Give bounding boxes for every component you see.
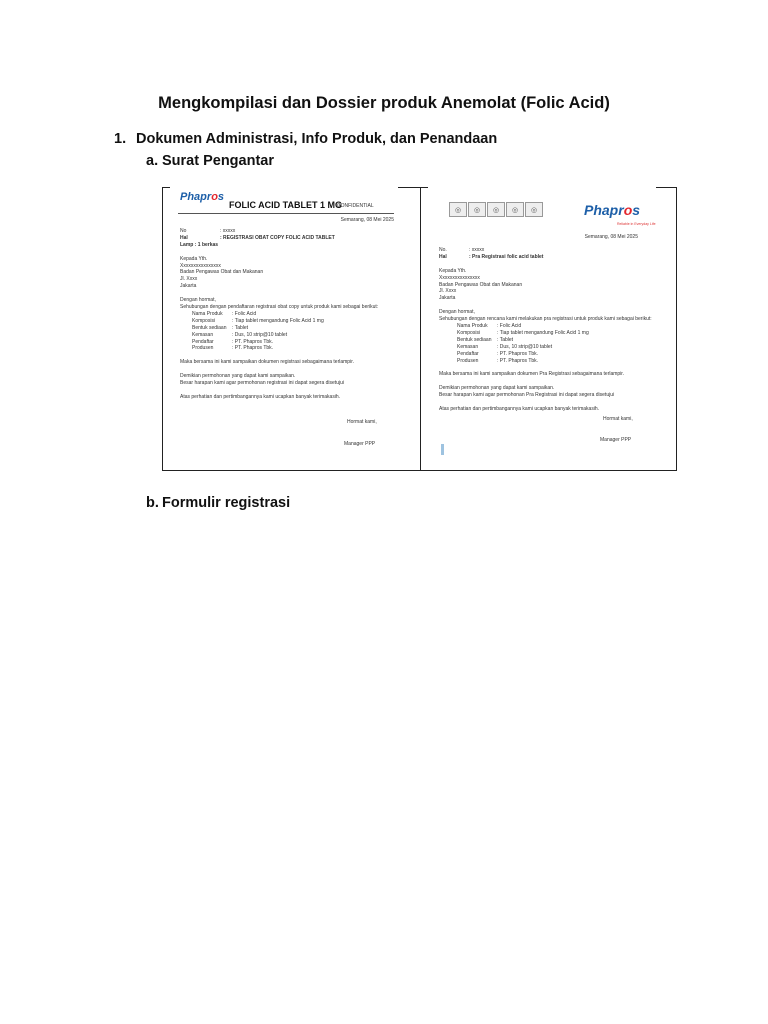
subsection-label: Formulir registrasi xyxy=(162,495,291,511)
certification-badge-icon: ◎ xyxy=(525,202,543,217)
detail-value: : Tiap tablet mengandung Folic Acid 1 mg xyxy=(497,329,589,336)
detail-value: : Tablet xyxy=(497,336,514,343)
product-details xyxy=(439,323,652,364)
intro-paragraph: Sehubungan dengan pendaftaran registrasi obat copy untuk produk kami sebagai berikut: xyxy=(180,303,379,310)
certification-badge-icon: ◎ xyxy=(487,202,505,217)
hal-label: Hal xyxy=(180,234,188,241)
detail-key: Nama Produk xyxy=(192,310,223,317)
detail-key: Kemasan xyxy=(192,331,214,338)
address-line: Badan Pengawas Obat dan Makanan xyxy=(180,269,264,276)
figure-corner xyxy=(162,187,170,188)
body-paragraph: Maka bersama ini kami sampaikan dokumen Pra Registrasi sebagaimana terlampir. xyxy=(439,371,625,378)
detail-value: : PT. Phapros Tbk. xyxy=(232,345,274,352)
subsection-label: Surat Pengantar xyxy=(162,153,274,169)
detail-key: Produsen xyxy=(457,357,479,364)
body-paragraph: Demikian permohonan yang dapat kami sampaikan. xyxy=(180,373,296,380)
letter-date: Semarang, 08 Mei 2025 xyxy=(584,234,638,240)
hal-value: : Pra Registrasi folic acid tablet xyxy=(469,253,544,260)
hal-label: Hal xyxy=(439,253,447,260)
addressee-label: Kepada Yth. xyxy=(439,267,467,274)
subsection-heading-a xyxy=(146,153,274,169)
section-heading-1 xyxy=(114,131,497,147)
no-label: No xyxy=(180,228,187,234)
detail-key: Komposisi xyxy=(457,329,481,336)
logo-tagline: Reliable in Everyday Life xyxy=(617,222,656,226)
detail-value: : PT. Phapros Tbk. xyxy=(497,350,539,357)
address-line: Jakarta xyxy=(439,295,456,302)
body-paragraph: Demikian permohonan yang dapat kami sampaikan. xyxy=(439,385,555,392)
product-details xyxy=(180,311,378,352)
letters-figure xyxy=(162,187,677,471)
letter-body xyxy=(180,228,378,401)
salutation: Dengan hormat, xyxy=(439,309,475,316)
detail-value: : PT. Phapros Tbk. xyxy=(497,357,539,364)
intro-paragraph: Sehubungan dengan rencana kami melakukan pra registrasi untuk produk kami sebagai berikut: xyxy=(439,316,652,323)
letter-date-wrap xyxy=(166,217,394,224)
letter-signer xyxy=(344,441,375,448)
figure-left-border xyxy=(162,187,163,471)
no-value: : xxxxx xyxy=(469,247,485,253)
letter-header-title: FOLIC ACID TABLET 1 MG xyxy=(229,200,342,210)
lamp-line: Lamp : 1 berkas xyxy=(180,241,219,248)
detail-value: : Dus, 10 strip@10 tablet xyxy=(497,343,553,350)
body-paragraph: Atas perhatian dan pertimbangannya kami ucapkan banyak terimakasih. xyxy=(180,393,341,400)
address-line: Jl. Xxxx xyxy=(180,276,198,283)
address-line: Jl. Xxxx xyxy=(439,288,457,295)
detail-value: : Folic Acid xyxy=(232,310,257,317)
subsection-heading-b xyxy=(146,495,290,511)
certification-badge-icon: ◎ xyxy=(449,202,467,217)
detail-value: : Tiap tablet mengandung Folic Acid 1 mg xyxy=(232,317,324,324)
body-paragraph: Besar harapan kami agar permohonan registrasi ini dapat segera disetujui xyxy=(180,379,344,386)
detail-key: Kemasan xyxy=(457,343,479,350)
body-paragraph: Maka bersama ini kami sampaikan dokumen registrasi sebagaimana terlampir. xyxy=(180,359,354,366)
letter-body xyxy=(439,247,652,413)
signer-text: Manager PPP xyxy=(600,437,632,443)
letter-date-wrap xyxy=(430,234,638,241)
detail-key: Produsen xyxy=(192,345,214,352)
signer-text: Manager PPP xyxy=(344,441,376,447)
figure-right-border xyxy=(676,187,677,471)
section-number: 1. xyxy=(114,131,127,147)
phapros-logo: Phapros xyxy=(180,191,225,203)
address-line: Xxxxxxxxxxxxxxxx xyxy=(439,274,480,281)
detail-value: : Tablet xyxy=(232,324,249,331)
header-rule xyxy=(178,213,394,214)
address-line: Xxxxxxxxxxxxxxxx xyxy=(180,262,221,269)
document-title: Mengkompilasi dan Dossier produk Anemolat (Folic Acid) xyxy=(158,94,610,112)
margin-marker xyxy=(441,444,444,455)
body-paragraph: Besar harapan kami agar permohonan Pra Registrasi ini dapat segera disetujui xyxy=(439,392,615,399)
closing-text: Hormat kami, xyxy=(347,419,377,425)
certification-badge-icon: ◎ xyxy=(506,202,524,217)
section-label: Dokumen Administrasi, Info Produk, dan Penandaan xyxy=(136,131,498,147)
subsection-letter: a. xyxy=(146,153,159,169)
certification-badge-icon: ◎ xyxy=(468,202,486,217)
address-line: Jakarta xyxy=(180,283,197,290)
figure-corner xyxy=(656,187,677,188)
detail-value: : Dus, 10 strip@10 tablet xyxy=(232,331,288,338)
letter-date: Semarang, 08 Mei 2025 xyxy=(340,217,394,223)
confidential-label: CONFIDENTIAL xyxy=(337,203,374,209)
detail-value: : Folic Acid xyxy=(497,322,522,329)
hal-value: : REGISTRASI OBAT COPY FOLIC ACID TABLET xyxy=(220,234,335,241)
detail-key: Bentuk sediaan xyxy=(192,324,227,331)
addressee-label: Kepada Yth. xyxy=(180,255,208,262)
no-value: : xxxxx xyxy=(220,228,236,234)
address-line: Badan Pengawas Obat dan Makanan xyxy=(439,281,523,288)
closing-text: Hormat kami, xyxy=(603,416,633,422)
detail-key: Nama Produk xyxy=(457,322,488,329)
salutation: Dengan hormat, xyxy=(180,297,216,304)
letter-closing xyxy=(603,416,633,423)
figure-divider xyxy=(420,187,421,471)
detail-value: : PT. Phapros Tbk. xyxy=(232,338,274,345)
body-paragraph: Atas perhatian dan pertimbangannya kami ucapkan banyak terimakasih. xyxy=(439,405,600,412)
phapros-logo: Phapros xyxy=(584,202,641,218)
detail-key: Bentuk sediaan xyxy=(457,336,492,343)
letter-signer xyxy=(600,437,631,444)
subsection-letter: b. xyxy=(146,495,159,511)
detail-key: Pendaftar xyxy=(192,338,214,345)
letter-closing xyxy=(347,419,377,426)
figure-corner xyxy=(398,187,428,188)
detail-key: Komposisi xyxy=(192,317,216,324)
detail-key: Pendaftar xyxy=(457,350,479,357)
no-label: No. xyxy=(439,247,447,253)
